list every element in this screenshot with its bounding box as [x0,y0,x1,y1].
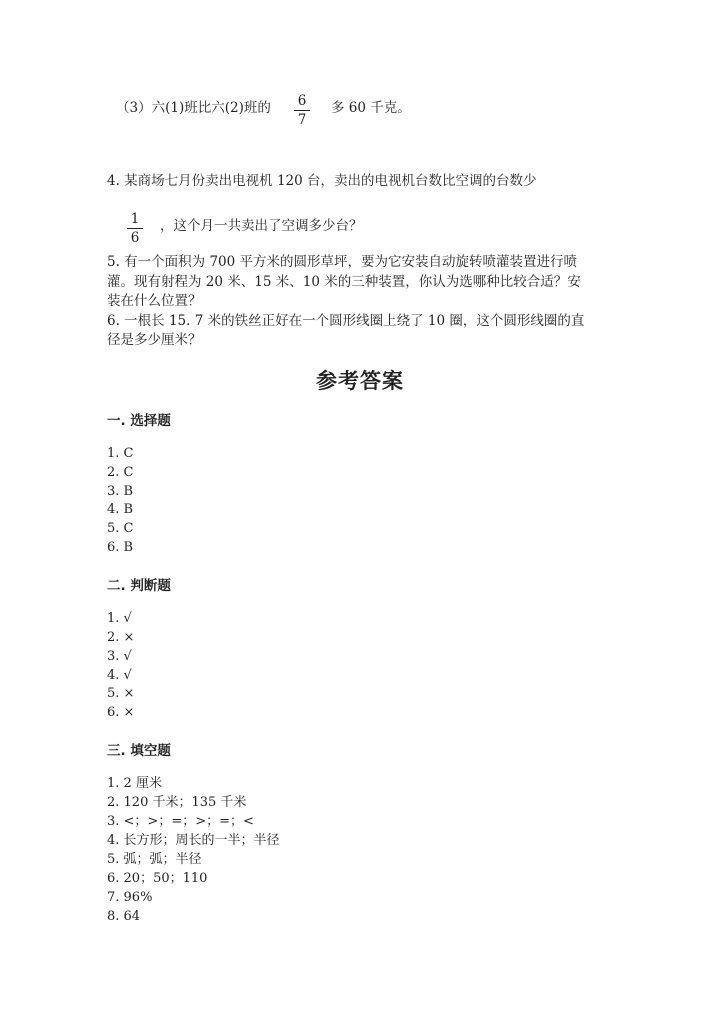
answers-title: 参考答案 [316,369,404,393]
q6-line1: 6. 一根长 15. 7 米的铁丝正好在一个圆形线圈上绕了 10 圈，这个圆形线圈的直 [107,313,585,329]
answer-item: 8. 64 [107,909,141,924]
answer-item: 5. × [107,686,135,701]
section-heading-fill: 三. 填空题 [107,743,171,759]
answer-item: 4. √ [107,668,132,683]
q4-line1: 4. 某商场七月份卖出电视机 120 台，卖出的电视机台数比空调的台数少 [107,173,537,189]
answer-item: 1. C [107,446,134,461]
answer-item: 1. 2 厘米 [107,776,162,791]
q5-line1: 5. 有一个面积为 700 平方米的圆形草坪，要为它安装自动旋转喷灌装置进行喷 [107,254,578,270]
answer-item: 4. B [107,502,134,517]
q4-fraction-denominator: 6 [130,230,140,246]
q3-fraction-denominator: 7 [297,112,307,128]
answer-item: 1. √ [107,611,132,626]
answer-item: 5. 弧；弧；半径 [107,852,202,867]
answer-item: 3. √ [107,649,132,664]
q3-part3-text-after: 多 60 千克。 [331,100,411,116]
q3-part3-text: （3）六(1)班比六(2)班的 [116,100,271,116]
answer-item: 3. <；>；=；>；=；< [107,814,254,829]
q4-fraction-numerator: 1 [130,211,140,227]
q3-fraction [294,93,310,128]
answer-item: 2. × [107,630,135,645]
q4-fraction [127,211,143,246]
answer-item: 7. 96% [107,890,153,905]
q3-fraction-numerator: 6 [297,93,307,109]
answer-item: 3. B [107,484,134,499]
section-heading-judgement: 二. 判断题 [107,578,171,594]
section-heading-choice: 一. 选择题 [107,413,171,429]
answer-item: 2. 120 千米；135 千米 [107,795,247,810]
answer-item: 2. C [107,465,134,480]
answer-item: 4. 长方形；周长的一半；半径 [107,833,280,848]
answer-item: 6. B [107,540,134,555]
q5-line2: 灌。现有射程为 20 米、15 米、10 米的三种装置，你认为选哪种比较合适？安 [107,274,581,290]
q5-line3: 装在什么位置？ [107,293,202,309]
answer-item: 5. C [107,521,134,536]
q6-line2: 径是多少厘米？ [107,332,202,348]
q4-line2: ，这个月一共卖出了空调多少台？ [160,218,363,234]
answer-item: 6. × [107,705,135,720]
answer-item: 6. 20；50；110 [107,871,208,886]
